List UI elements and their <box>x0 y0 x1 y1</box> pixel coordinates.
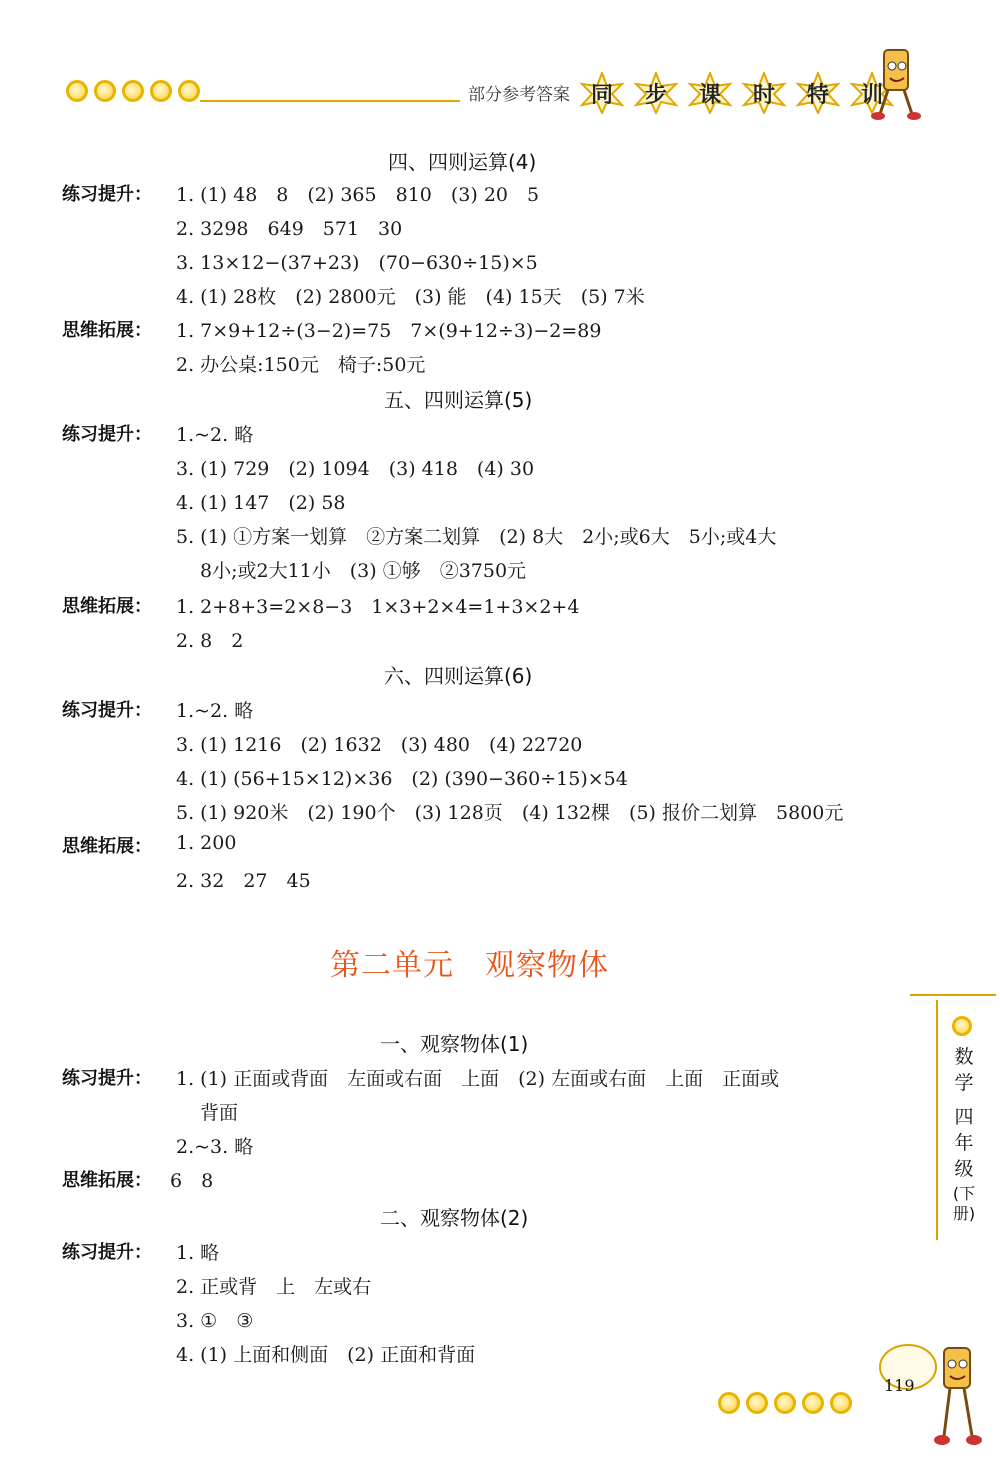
unit-title: 第二单元 观察物体 <box>330 948 609 983</box>
gold-dot-icon <box>830 1392 852 1414</box>
thinking-label: 思维拓展： <box>62 1170 152 1191</box>
gold-dot-icon <box>746 1392 768 1414</box>
gold-dot-icon <box>66 80 88 102</box>
side-tab-divider <box>936 1000 938 1240</box>
section-title: 六、四则运算(6) <box>384 664 533 688</box>
answer-line: 2. 32 27 45 <box>176 870 311 892</box>
series-title-char: 课 <box>698 83 721 108</box>
gold-dot-icon <box>718 1392 740 1414</box>
series-title-char: 时 <box>752 83 775 108</box>
cartoon-pencil-mascot-icon <box>866 44 926 124</box>
star-badge <box>794 72 842 114</box>
answer-line: 1. (1) 48 8 (2) 365 810 (3) 20 5 <box>176 184 540 206</box>
series-title-char: 特 <box>806 83 829 108</box>
answer-line: 1. 200 <box>176 832 237 854</box>
series-title-char: 同 <box>590 83 613 108</box>
gold-dot-icon <box>94 80 116 102</box>
star-badge <box>686 72 734 114</box>
answer-line: 4. (1) 28枚 (2) 2800元 (3) 能 (4) 15天 (5) 7米 <box>176 286 645 308</box>
answer-line: 5. (1) 920米 (2) 190个 (3) 128页 (4) 132棵 (5) 报价二划算 5800元 <box>176 802 844 824</box>
side-tab-top-rule <box>910 994 996 996</box>
answer-line: 6 8 <box>170 1170 214 1192</box>
answer-line: 1. (1) 正面或背面 左面或右面 上面 (2) 左面或右面 上面 正面或 <box>176 1068 780 1090</box>
section-title: 五、四则运算(5) <box>384 388 533 412</box>
side-tab-subject: 数学 <box>954 1046 974 1094</box>
cartoon-mascot-icon <box>930 1340 986 1450</box>
answer-line: 5. (1) ①方案一划算 ②方案二划算 (2) 8大 2小;或6大 5小;或4大 <box>176 526 777 548</box>
section-title: 一、观察物体(1) <box>380 1032 529 1056</box>
answer-line: 2.~3. 略 <box>176 1136 254 1158</box>
thinking-label: 思维拓展： <box>62 596 152 617</box>
answer-line: 1.~2. 略 <box>176 424 254 446</box>
answer-line: 3. ① ③ <box>176 1310 254 1332</box>
practice-label: 练习提升： <box>62 1068 152 1089</box>
answer-line: 2. 正或背 上 左或右 <box>176 1276 372 1298</box>
footer-decorative-dots <box>718 1392 852 1414</box>
practice-label: 练习提升： <box>62 424 152 445</box>
answers-label: 部分参考答案 <box>468 85 570 105</box>
answer-line: 3. (1) 729 (2) 1094 (3) 418 (4) 30 <box>176 458 535 480</box>
answer-line: 背面 <box>200 1102 239 1124</box>
star-badge <box>740 72 788 114</box>
answer-line: 4. (1) 147 (2) 58 <box>176 492 346 514</box>
side-tab-grade: 四年级 <box>954 1106 974 1180</box>
gold-dot-icon <box>802 1392 824 1414</box>
gold-dot-icon <box>952 1016 972 1036</box>
thinking-label: 思维拓展： <box>62 320 152 341</box>
answer-line: 2. 8 2 <box>176 630 244 652</box>
section-title: 四、四则运算(4) <box>388 150 537 174</box>
answer-line: 4. (1) 上面和侧面 (2) 正面和背面 <box>176 1344 476 1366</box>
header-rule <box>200 100 460 102</box>
star-badge <box>578 72 626 114</box>
series-title <box>578 72 896 114</box>
gold-dot-icon <box>122 80 144 102</box>
answer-line: 1. 2+8+3=2×8−3 1×3+2×4=1+3×2+4 <box>176 596 580 618</box>
gold-dot-icon <box>150 80 172 102</box>
side-tab-volume: (下册) <box>952 1184 976 1223</box>
answer-line: 3. 13×12−(37+23) (70−630÷15)×5 <box>176 252 538 274</box>
header-decorative-dots <box>66 80 200 102</box>
section-title: 二、观察物体(2) <box>380 1206 529 1230</box>
page-number: 119 <box>884 1376 915 1395</box>
practice-label: 练习提升： <box>62 1242 152 1263</box>
answer-line: 1. 7×9+12÷(3−2)=75 7×(9+12÷3)−2=89 <box>176 320 602 342</box>
answer-line: 4. (1) (56+15×12)×36 (2) (390−360÷15)×54 <box>176 768 628 790</box>
series-title-char: 步 <box>644 83 667 108</box>
answer-line: 1.~2. 略 <box>176 700 254 722</box>
star-badge <box>632 72 680 114</box>
series-title-char: 训 <box>860 83 883 108</box>
thinking-label: 思维拓展： <box>62 836 152 857</box>
gold-dot-icon <box>774 1392 796 1414</box>
answer-line: 2. 办公桌:150元 椅子:50元 <box>176 354 426 376</box>
practice-label: 练习提升： <box>62 700 152 721</box>
answer-line: 8小;或2大11小 (3) ①够 ②3750元 <box>200 560 527 582</box>
answer-line: 3. (1) 1216 (2) 1632 (3) 480 (4) 22720 <box>176 734 583 756</box>
practice-label: 练习提升： <box>62 184 152 205</box>
answer-line: 1. 略 <box>176 1242 220 1264</box>
gold-dot-icon <box>178 80 200 102</box>
answer-line: 2. 3298 649 571 30 <box>176 218 403 240</box>
